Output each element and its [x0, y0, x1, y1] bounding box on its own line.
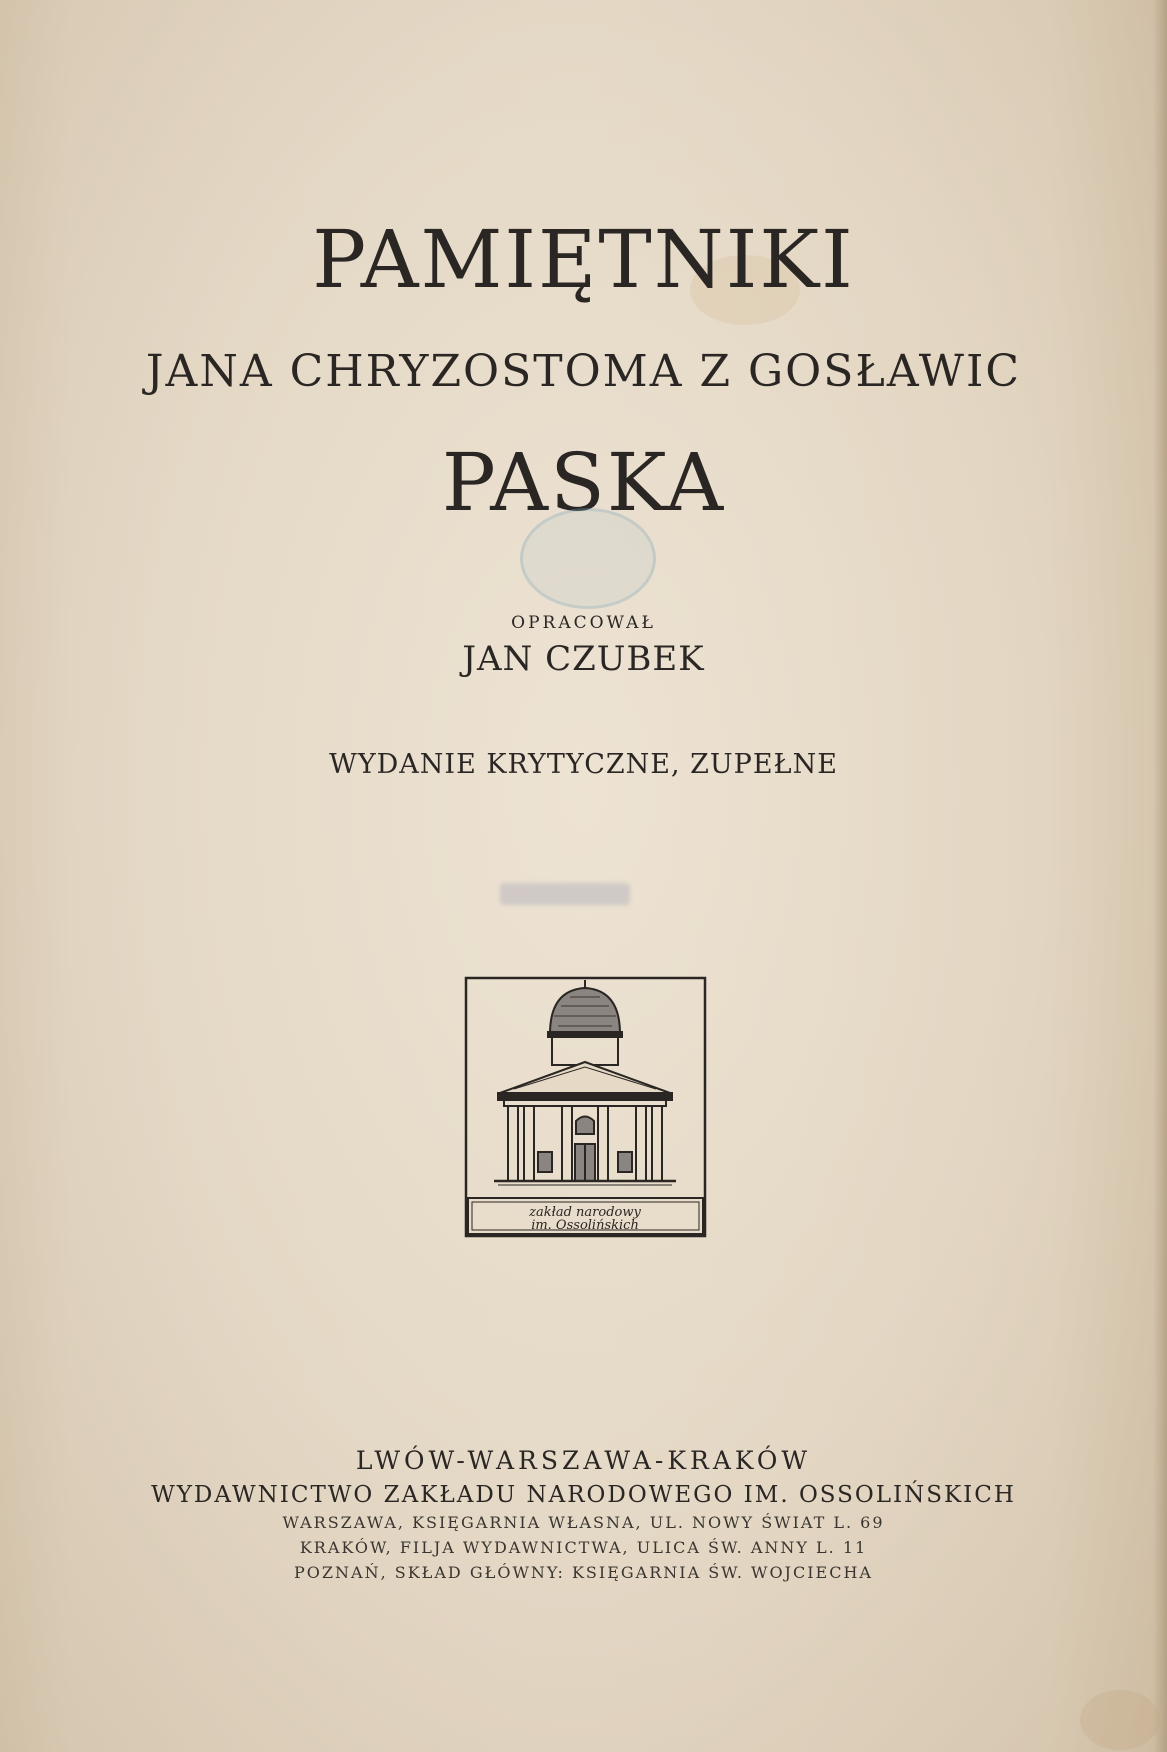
editor-name: JAN CZUBEK	[462, 639, 705, 679]
publisher-building-emblem-icon	[466, 978, 705, 1236]
paper-stain	[1080, 1690, 1160, 1750]
publisher-address: WARSZAWA, KSIĘGARNIA WŁASNA, UL. NOWY ŚWIAT L. 69	[282, 1513, 885, 1532]
publication-places: LWÓW-WARSZAWA-KRAKÓW	[355, 1446, 812, 1475]
publisher-address: KRAKÓW, FILJA WYDAWNICTWA, ULICA ŚW. ANNY L. 11	[299, 1538, 868, 1557]
faint-stamp-mark	[500, 883, 630, 905]
edition-note: WYDANIE KRYTYCZNE, ZUPEŁNE	[329, 749, 838, 780]
publisher-emblem	[464, 976, 707, 1238]
emblem-caption-line2: im. Ossolińskich	[531, 1218, 639, 1233]
book-title: PAMIĘTNIKI	[312, 213, 855, 306]
book-subtitle: JANA CHRYZOSTOMA Z GOSŁAWIC	[145, 346, 1022, 397]
publisher-address: POZNAŃ, SKŁAD GŁÓWNY: KSIĘGARNIA ŚW. WOJCIECHA	[294, 1563, 873, 1582]
publisher-name: WYDAWNICTWO ZAKŁADU NARODOWEGO IM. OSSOLIŃSKICH	[151, 1482, 1016, 1508]
library-stamp-icon	[520, 508, 656, 609]
editor-label: OPRACOWAŁ	[511, 613, 656, 633]
book-author-surname: PASKA	[441, 436, 726, 529]
emblem-caption-line1: zakład narodowy	[529, 1205, 641, 1220]
